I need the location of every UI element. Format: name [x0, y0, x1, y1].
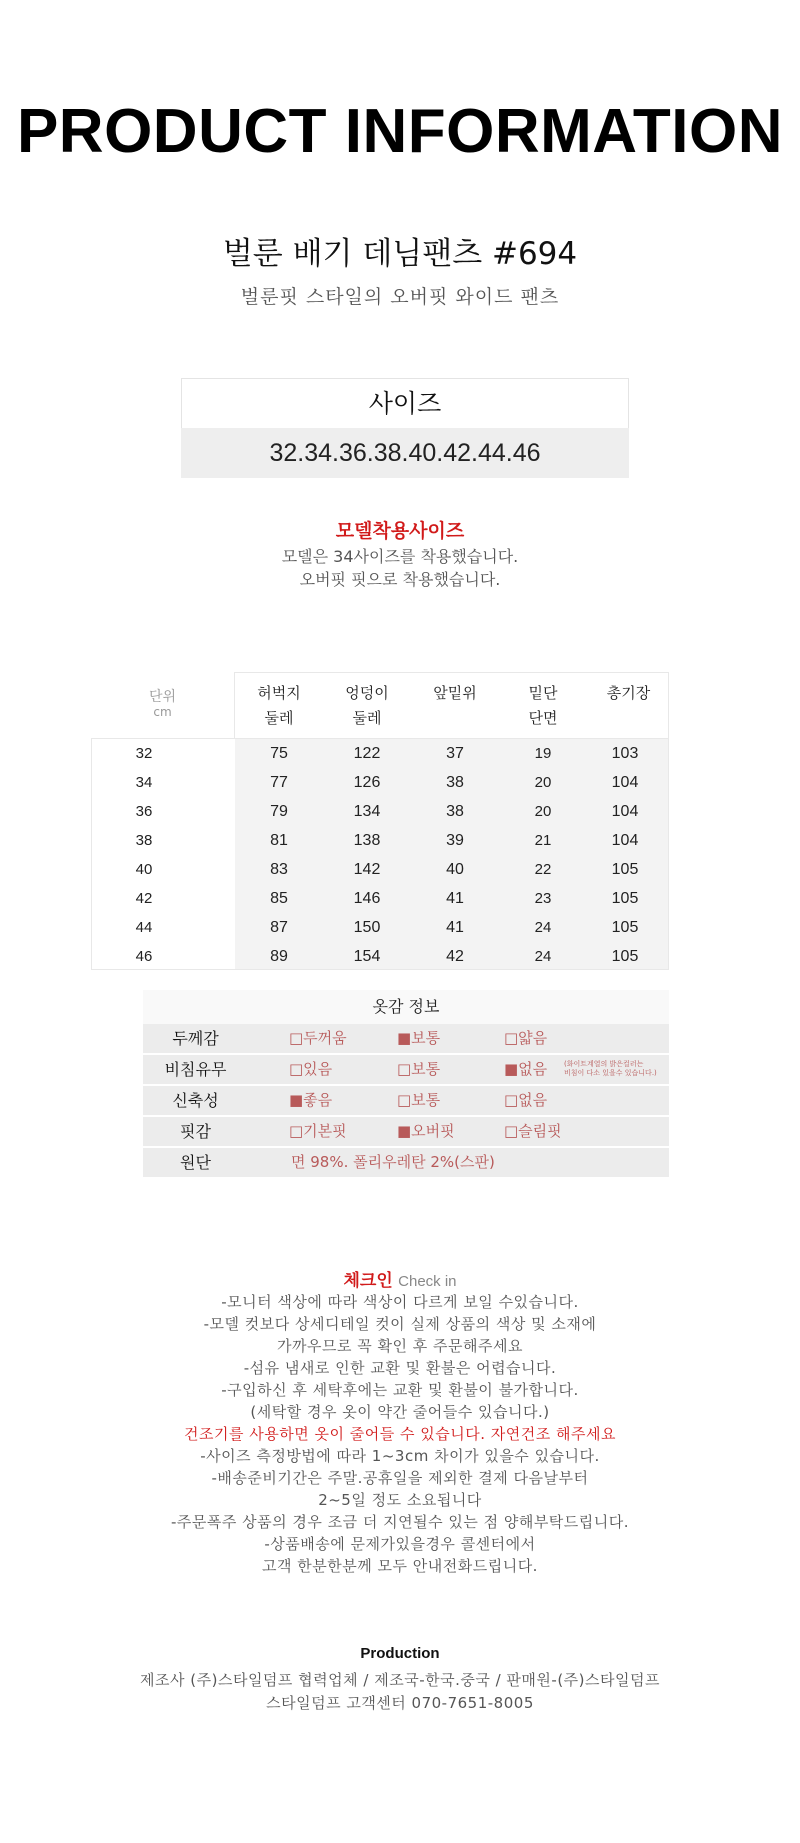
measurement-cell: 40 — [446, 861, 464, 878]
measurement-cell: 42 — [446, 948, 464, 965]
checkin-line: -주문폭주 상품의 경우 조금 더 지연될수 있는 점 양해부탁드립니다. — [170, 1513, 630, 1531]
unit-label — [91, 672, 234, 738]
fabric-option: □기본핏 — [289, 1122, 347, 1140]
size-cell: 36 — [135, 803, 153, 820]
header-front-rise-1: 앞밑위 — [433, 684, 477, 702]
table-row — [92, 768, 670, 797]
size-cell: 46 — [135, 948, 153, 965]
transparency-note — [564, 1060, 657, 1078]
measurement-cell: 24 — [534, 948, 552, 965]
measurement-cell: 126 — [353, 774, 381, 791]
measurement-cell: 21 — [534, 832, 552, 849]
fabric-option: ■오버핏 — [397, 1122, 455, 1140]
measurement-cell: 81 — [270, 832, 288, 849]
checkin-line: 가까우므로 꼭 확인 후 주문해주세요 — [277, 1337, 523, 1355]
size-label: 사이즈 — [181, 378, 629, 428]
measurement-cell: 104 — [611, 774, 639, 791]
checkin-line: 고객 한분한분께 모두 안내전화드립니다. — [262, 1557, 538, 1575]
page-title: PRODUCT INFORMATION — [16, 97, 784, 166]
measurement-cell: 39 — [446, 832, 464, 849]
checkin-line: -모니터 색상에 따라 색상이 다르게 보일 수있습니다. — [221, 1293, 579, 1311]
unit-label-1: 단위 — [148, 689, 177, 705]
model-size-line-1: 모델은 34사이즈를 착용했습니다. — [281, 547, 519, 566]
size-cell: 38 — [135, 832, 153, 849]
table-row — [92, 826, 670, 855]
measurement-cell: 75 — [270, 745, 288, 762]
fabric-row-stretch — [143, 1086, 669, 1117]
production-title: Production — [360, 1645, 440, 1662]
measurement-cell: 142 — [353, 861, 381, 878]
fabric-info-title: 옷감 정보 — [143, 990, 669, 1024]
measurement-cell: 22 — [534, 861, 552, 878]
model-size-title: 모델착용사이즈 — [335, 520, 465, 542]
fabric-row-fit — [143, 1117, 669, 1148]
fabric-option: □얇음 — [504, 1029, 548, 1047]
size-cell: 34 — [135, 774, 153, 791]
measurement-cell: 105 — [611, 948, 639, 965]
measurement-cell: 24 — [534, 919, 552, 936]
fabric-row-label: 신축성 — [172, 1091, 219, 1110]
fabric-option: ■없음 — [504, 1060, 548, 1078]
fabric-row-label: 핏감 — [180, 1122, 211, 1141]
checkin-line: -섬유 냄새로 인한 교환 및 환불은 어렵습니다. — [243, 1359, 557, 1377]
measurement-cell: 89 — [270, 948, 288, 965]
header-front-rise — [411, 681, 499, 706]
measurement-cell: 79 — [270, 803, 288, 820]
fabric-row-label: 두께감 — [172, 1029, 219, 1048]
measurement-cell: 23 — [534, 890, 552, 907]
measurement-cell: 150 — [353, 919, 381, 936]
header-thigh — [235, 681, 323, 731]
fabric-option: □보통 — [397, 1060, 441, 1078]
fabric-option: □슬림핏 — [504, 1122, 562, 1140]
measurement-cell: 138 — [353, 832, 381, 849]
fabric-option: □두꺼움 — [289, 1029, 347, 1047]
product-subtitle: 벌룬핏 스타일의 오버핏 와이드 팬츠 — [240, 286, 560, 308]
measurement-cell: 105 — [611, 919, 639, 936]
transparency-note-1: (화이트계열의 밝은컬러는 — [564, 1060, 644, 1068]
measurement-cell: 104 — [611, 803, 639, 820]
measurement-cell: 105 — [611, 861, 639, 878]
checkin-title-gray: Check in — [398, 1273, 457, 1290]
measurement-cell: 38 — [446, 803, 464, 820]
header-thigh-2: 둘레 — [264, 709, 294, 727]
measurement-cell: 19 — [534, 745, 552, 762]
size-cell: 42 — [135, 890, 153, 907]
production-line-2: 스타일덤프 고객센터 070-7651-8005 — [266, 1694, 534, 1712]
fabric-row-label: 원단 — [180, 1153, 211, 1172]
measurement-cell: 154 — [353, 948, 381, 965]
header-thigh-1: 허벅지 — [257, 684, 301, 702]
fabric-option: □있음 — [289, 1060, 333, 1078]
size-cell: 32 — [135, 745, 153, 762]
measurement-cell: 38 — [446, 774, 464, 791]
fabric-info — [143, 990, 669, 1179]
checkin-line: -상품배송에 문제가있을경우 콜센터에서 — [264, 1535, 536, 1553]
checkin-line: (세탁할 경우 옷이 약간 줄어들수 있습니다.) — [250, 1403, 550, 1421]
header-hip-2: 둘레 — [352, 709, 382, 727]
size-cell: 44 — [135, 919, 153, 936]
header-total-length — [587, 681, 670, 706]
table-row — [92, 884, 670, 913]
product-name: 벌룬 배기 데님팬츠 #694 — [222, 236, 578, 272]
header-hem-2: 단면 — [528, 709, 558, 727]
measurement-cell: 85 — [270, 890, 288, 907]
size-values: 32.34.36.38.40.42.44.46 — [181, 428, 629, 478]
transparency-note-2: 비침이 다소 있을수 있습니다.) — [564, 1069, 657, 1077]
measurement-cell: 104 — [611, 832, 639, 849]
checkin-title — [0, 1266, 800, 1291]
checkin-warning: 건조기를 사용하면 옷이 줄어들 수 있습니다. 자연건조 해주세요 — [184, 1425, 616, 1443]
checkin-line: -구입하신 후 세탁후에는 교환 및 환불이 불가합니다. — [221, 1381, 579, 1399]
measurement-cell: 41 — [446, 890, 464, 907]
measurement-cell: 122 — [353, 745, 381, 762]
measurement-cell: 77 — [270, 774, 288, 791]
production-line-1: 제조사 (주)스타일덤프 협력업체 / 제조국-한국.중국 / 판매원-(주)스타일덤프 — [140, 1671, 660, 1689]
fabric-option: □없음 — [504, 1091, 548, 1109]
table-row — [92, 739, 670, 768]
fabric-material-value: 면 98%. 폴리우레탄 2%(스판) — [291, 1153, 495, 1171]
table-row — [92, 855, 670, 884]
header-hip-1: 엉덩이 — [345, 684, 389, 702]
measurement-cell: 134 — [353, 803, 381, 820]
header-total-length-1: 총기장 — [606, 684, 651, 702]
measurement-cell: 41 — [446, 919, 464, 936]
model-size-line-2: 오버핏 핏으로 착용했습니다. — [299, 570, 501, 589]
checkin-title-red: 체크인 — [343, 1271, 393, 1291]
checkin-line: 2~5일 정도 소요됩니다 — [318, 1491, 482, 1509]
measurement-cell: 103 — [611, 745, 639, 762]
measurement-cell: 87 — [270, 919, 288, 936]
fabric-option: □보통 — [397, 1091, 441, 1109]
checkin-line: -배송준비기간은 주말.공휴일을 제외한 결제 다음날부터 — [211, 1469, 589, 1487]
table-row — [92, 942, 670, 971]
measurement-cell: 20 — [534, 803, 552, 820]
fabric-row-transparency — [143, 1055, 669, 1086]
header-hip — [323, 681, 411, 731]
measurement-cell: 20 — [534, 774, 552, 791]
fabric-option: ■좋음 — [289, 1091, 333, 1109]
checkin-line: -모델 컷보다 상세디테일 컷이 실제 상품의 색상 및 소재에 — [203, 1315, 597, 1333]
measurement-cell: 83 — [270, 861, 288, 878]
measurement-header-row — [234, 672, 669, 738]
header-hem — [499, 681, 587, 731]
table-row — [92, 913, 670, 942]
size-box — [181, 378, 629, 478]
table-row — [92, 797, 670, 826]
checkin-line: -사이즈 측정방법에 따라 1~3cm 차이가 있을수 있습니다. — [200, 1447, 600, 1465]
unit-label-2: cm — [153, 705, 172, 719]
fabric-option: ■보통 — [397, 1029, 441, 1047]
header-hem-1: 밑단 — [528, 684, 558, 702]
fabric-row-thickness — [143, 1024, 669, 1055]
size-cell: 40 — [135, 861, 153, 878]
fabric-row-label: 비침유무 — [164, 1060, 227, 1079]
measurement-cell: 146 — [353, 890, 381, 907]
measurement-cell: 105 — [611, 890, 639, 907]
measurement-cell: 37 — [446, 745, 464, 762]
measurement-body — [91, 738, 669, 970]
fabric-row-material — [143, 1148, 669, 1179]
